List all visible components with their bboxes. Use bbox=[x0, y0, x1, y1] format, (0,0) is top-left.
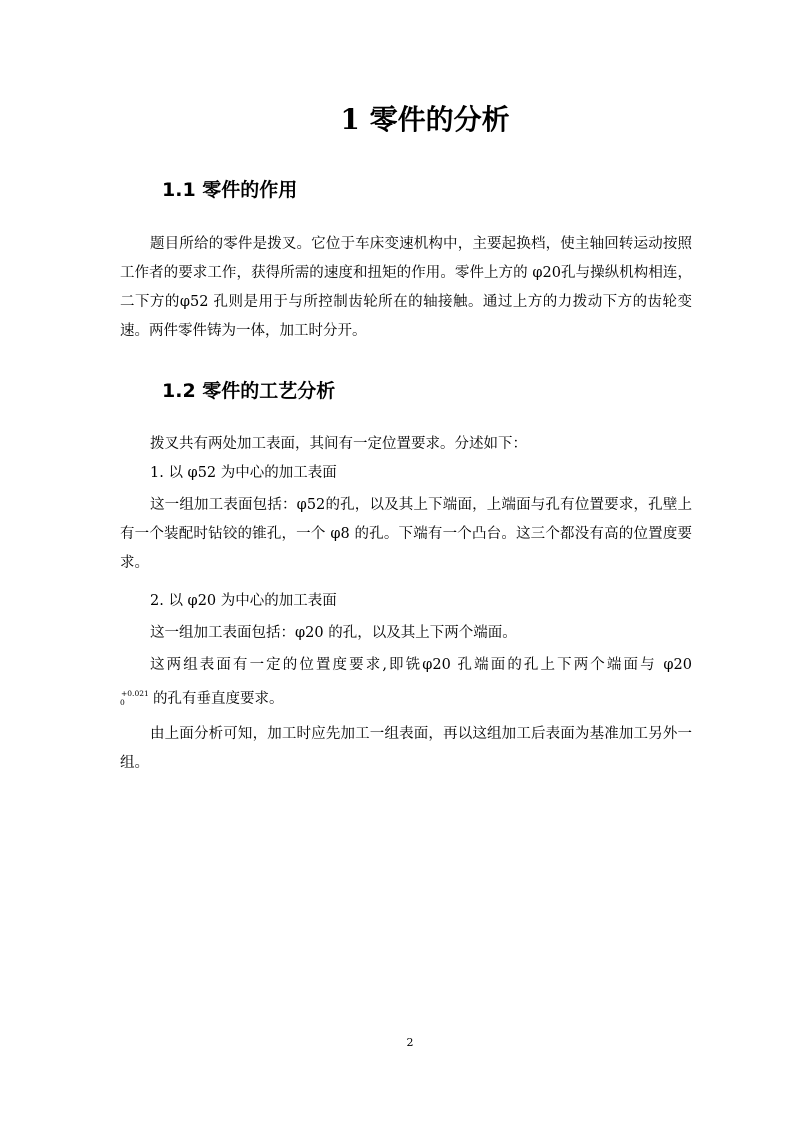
intro-line: 拨叉共有两处加工表面，其间有一定位置要求。分述如下： bbox=[150, 436, 527, 452]
section-1-1-paragraph: 题目所给的零件是拨叉。它位于车床变速机构中，主要起换档，使主轴回转运动按照工作者的要求工作，获得所需的速度和扭矩的作用。零件上方的 φ20孔与操纵机构相连，二下方的φ52 孔则是用于与所控制齿轮所在的轴接触。通过上方的力拨动下方的齿轮变速。两件零件铸为一体，加工时分开。 bbox=[120, 236, 692, 339]
conclusion-paragraph: 由上面分析可知，加工时应先加工一组表面，再以这组加工后表面为基准加工另外一组。 bbox=[120, 726, 692, 771]
tolerance-annotation bbox=[120, 689, 149, 710]
item-2-paragraph: 这一组加工表面包括：φ20 的孔，以及其上下两个端面。 bbox=[150, 625, 517, 641]
item-1-title: 1. 以 φ52 为中心的加工表面 bbox=[150, 465, 337, 481]
tolerance-lower: 0 bbox=[120, 698, 125, 707]
chapter-heading: 1 零件的分析 bbox=[340, 103, 510, 136]
item-1-paragraph: 这一组加工表面包括：φ52的孔，以及其上下端面，上端面与孔有位置要求，孔壁上有一个装配时钻铰的锥孔，一个 φ8 的孔。下端有一个凸台。这三个都没有高的位置度要求。 bbox=[120, 497, 692, 571]
page-number: 2 bbox=[406, 1036, 414, 1049]
item-2-title: 2. 以 φ20 为中心的加工表面 bbox=[150, 593, 337, 609]
section-heading-1-1: 1.1 零件的作用 bbox=[162, 179, 298, 201]
section-heading-1-2: 1.2 零件的工艺分析 bbox=[162, 380, 336, 402]
relation-line-2: 的孔有垂直度要求。 bbox=[153, 691, 284, 707]
relation-line-1: 这两组表面有一定的位置度要求,即铣φ20 孔端面的孔上下两个端面与 φ20 bbox=[150, 657, 692, 673]
tolerance-upper: +0.021 bbox=[121, 689, 149, 698]
